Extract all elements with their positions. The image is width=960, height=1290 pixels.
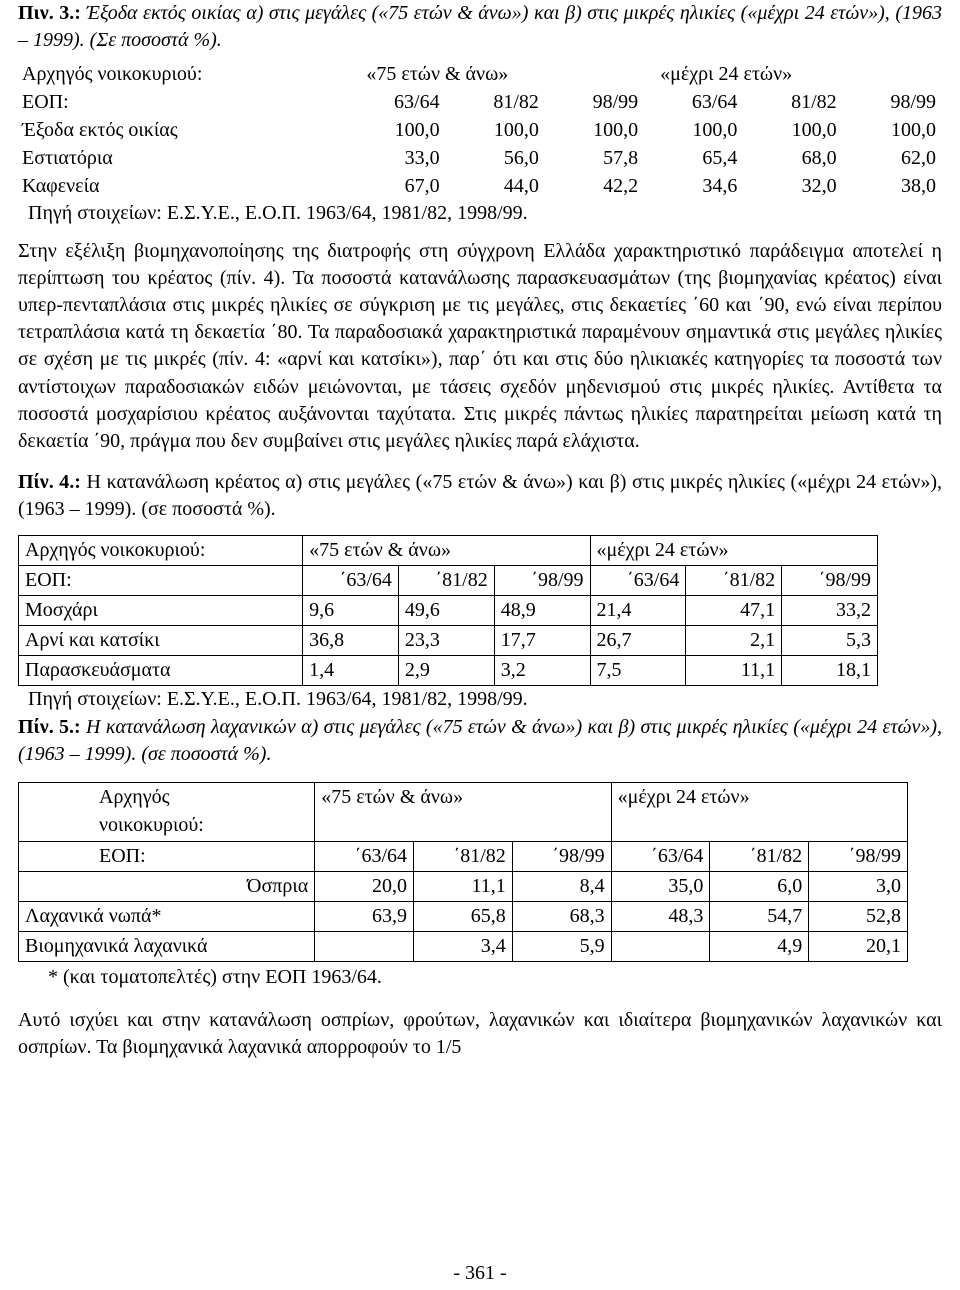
value-cell: 52,8 [809,902,908,932]
table-footnote: * (και τοματοπελτές) στην ΕΟΠ 1963/64. [48,966,382,988]
year-cell: 98/99 [890,91,936,114]
caption-label: Πιν. 3.: [18,2,81,24]
value-cell: 100,0 [692,119,738,142]
year-cell: ΄98/99 [512,842,611,872]
year-cell: ΄98/99 [809,842,908,872]
table-3-caption [18,0,942,54]
value-cell: 4,9 [710,932,809,962]
table-row [19,842,908,872]
year-cell: ΄81/82 [686,566,782,596]
table-row [19,783,908,842]
row-label: Όσπρια [19,872,315,902]
row-label: Εστιατόρια [22,147,113,170]
year-cell: ΄81/82 [414,842,513,872]
year-cell: ΄63/64 [590,566,686,596]
value-cell: 36,8 [303,626,399,656]
header-cell: ΕΟΠ: [22,91,69,114]
header-cell: «75 ετών & άνω» [303,536,590,566]
header-label-line-1: Αρχηγός [99,786,170,808]
table-source: Πηγή στοιχείων: Ε.Σ.Υ.Ε., Ε.Ο.Π. 1963/64, 1981/82, 1998/99. [28,688,528,711]
value-cell: 11,1 [414,872,513,902]
vegetables-table [18,782,908,962]
value-cell: 33,0 [404,147,440,170]
row-label: Λαχανικά νωπά* [19,902,315,932]
header-cell [19,783,315,842]
table-row [19,596,878,626]
value-cell: 56,0 [503,147,539,170]
header-label-line-2: νοικοκυριού: [99,814,204,836]
table-row [19,902,908,932]
value-cell: 9,6 [303,596,399,626]
header-cell: Αρχηγός νοικοκυριού: [19,536,303,566]
value-cell: 2,9 [398,656,494,686]
table-4-caption [18,469,942,523]
value-cell: 6,0 [710,872,809,902]
table-row [18,144,942,172]
header-cell: Αρχηγός νοικοκυριού: [22,63,203,86]
table-row [18,172,942,200]
value-cell: 1,4 [303,656,399,686]
expenses-table [18,60,942,200]
year-cell: 98/99 [592,91,639,114]
caption-text: Η κατανάλωση λαχανικών α) στις μεγάλες («75 ετών & άνω») και β) στις μικρές ηλικίες («μέχρι 24 ετών»), (1963 – 1999). (σε ποσοστά %). [18,715,943,765]
row-label: Καφενεία [22,175,100,198]
year-cell: 63/64 [691,91,738,114]
value-cell: 7,5 [590,656,686,686]
value-cell: 32,0 [801,175,837,198]
value-cell: 11,1 [686,656,782,686]
header-cell: «75 ετών & άνω» [315,783,611,842]
value-cell: 3,4 [414,932,513,962]
row-label: Παρασκευάσματα [19,656,303,686]
caption-text: Η κατανάλωση κρέατος α) στις μεγάλες («75 ετών & άνω») και β) στις μικρές ηλικίες («μέχρι 24 ετών»), (1963 – 1999). (σε ποσοστά %). [18,471,942,521]
table-row [19,656,878,686]
page-number: - 361 - [453,1262,507,1284]
value-cell: 67,0 [404,175,440,198]
value-cell: 57,8 [603,147,639,170]
year-cell: 63/64 [394,91,440,114]
value-cell: 68,0 [801,147,837,170]
value-cell: 26,7 [590,626,686,656]
value-cell: 100,0 [593,119,639,142]
year-cell: ΄81/82 [710,842,809,872]
table-row [19,566,878,596]
header-cell: ΕΟΠ: [19,842,315,872]
value-cell: 65,4 [702,147,738,170]
value-cell: 5,9 [512,932,611,962]
value-cell: 63,9 [315,902,414,932]
value-cell: 8,4 [512,872,611,902]
table-row [18,116,942,144]
document-page [18,0,942,1062]
value-cell: 44,0 [503,175,539,198]
body-paragraph: Στην εξέλιξη βιομηχανοποίησης της διατροφής στη σύγχρονη Ελλάδα χαρακτηριστικό παράδειγμα αποτελεί η περίπτωση του κρέατος (πίν. 4). Τα ποσοστά κατανάλωσης παρασκευασμάτων (της βιομηχανίας κρέατος) είναι υπερ-πενταπλάσια στις μικρές ηλικίες σε σύγκριση με τις μεγάλες, στις δεκαετίες ΄60 και ΄90, ενώ είναι περίπου τετραπλάσια κατά τη δεκαετία ΄80. Τα παραδοσιακά χαρακτηριστικά παραμένουν σημαντικά στις μεγάλες ηλικίες σε σχέση με τις μικρές (πίν. 4: «αρνί και κατσίκι»), παρ΄ ότι και στις δύο ηλικιακές κατηγορίες τα ποσοστά των αντίστοιχων παραδοσιακών ειδών μειώνονται, με τάσεις σχεδόν μηδενισμού στις μικρές ηλικίες. Αντίθετα τα ποσοστά μοσχαρίσιου κρέατος αυξάνονται ταχύτατα. Στις μικρές πάντως ηλικίες παρατηρείται μείωση κατά τη δεκαετία ΄90, πράγμα που δεν συμβαίνει στις μεγάλες ηλικίες παρά ελάχιστα. [18,239,942,452]
year-cell: ΄63/64 [315,842,414,872]
table-row [19,626,878,656]
year-cell: ΄81/82 [398,566,494,596]
value-cell: 68,3 [512,902,611,932]
row-label: Έξοδα εκτός οικίας [22,119,178,142]
value-cell: 48,9 [494,596,590,626]
value-cell: 38,0 [901,175,936,198]
year-cell: ΄98/99 [494,566,590,596]
value-cell: 3,0 [809,872,908,902]
row-label: Αρνί και κατσίκι [19,626,303,656]
row-label: Μοσχάρι [19,596,303,626]
value-cell [611,932,710,962]
caption-label: Πίν. 4.: [18,471,81,494]
header-cell: «μέχρι 24 ετών» [611,783,907,842]
header-cell: «μέχρι 24 ετών» [590,536,877,566]
table-row [18,88,942,116]
value-cell: 100,0 [791,119,837,142]
year-cell: ΄63/64 [303,566,399,596]
table-row [19,872,908,902]
caption-text: Έξοδα εκτός οικίας α) στις μεγάλες («75 ετών & άνω») και β) στις μικρές ηλικίες («μέχρι 24 ετών»), (1963 – 1999). (Σε ποσοστά %). [18,2,942,52]
value-cell: 33,2 [782,596,878,626]
value-cell: 35,0 [611,872,710,902]
value-cell: 54,7 [710,902,809,932]
value-cell: 5,3 [782,626,878,656]
header-cell: «μέχρι 24 ετών» [660,63,793,86]
value-cell: 23,3 [398,626,494,656]
value-cell: 100,0 [891,119,936,142]
value-cell: 100,0 [493,119,539,142]
year-cell: ΄63/64 [611,842,710,872]
value-cell: 2,1 [686,626,782,656]
year-cell: ΄98/99 [782,566,878,596]
value-cell: 48,3 [611,902,710,932]
value-cell [315,932,414,962]
value-cell: 42,2 [603,175,639,198]
value-cell: 20,1 [809,932,908,962]
value-cell: 34,6 [702,175,738,198]
value-cell: 17,7 [494,626,590,656]
caption-label: Πίν. 5.: [18,715,81,738]
year-cell: 81/82 [791,91,837,114]
table-row [18,60,942,88]
table-source: Πηγή στοιχείων: Ε.Σ.Υ.Ε., Ε.Ο.Π. 1963/64, 1981/82, 1998/99. [28,202,528,225]
header-cell: «75 ετών & άνω» [366,63,509,86]
meat-table [18,535,878,686]
value-cell: 65,8 [414,902,513,932]
value-cell: 100,0 [394,119,440,142]
value-cell: 62,0 [901,147,936,170]
table-row [19,932,908,962]
value-cell: 3,2 [494,656,590,686]
value-cell: 47,1 [686,596,782,626]
value-cell: 20,0 [315,872,414,902]
body-paragraph: Αυτό ισχύει και στην κατανάλωση οσπρίων, φρούτων, λαχανικών και ιδιαίτερα βιομηχανικών λαχανικών και οσπρίων. Τα βιομηχανικά λαχανικά απορροφούν το 1/5 [18,1009,942,1059]
table-row [19,536,878,566]
header-cell: ΕΟΠ: [19,566,303,596]
value-cell: 18,1 [782,656,878,686]
table-5-caption [18,714,942,768]
value-cell: 49,6 [398,596,494,626]
year-cell: 81/82 [493,91,539,114]
row-label: Βιομηχανικά λαχανικά [19,932,315,962]
value-cell: 21,4 [590,596,686,626]
